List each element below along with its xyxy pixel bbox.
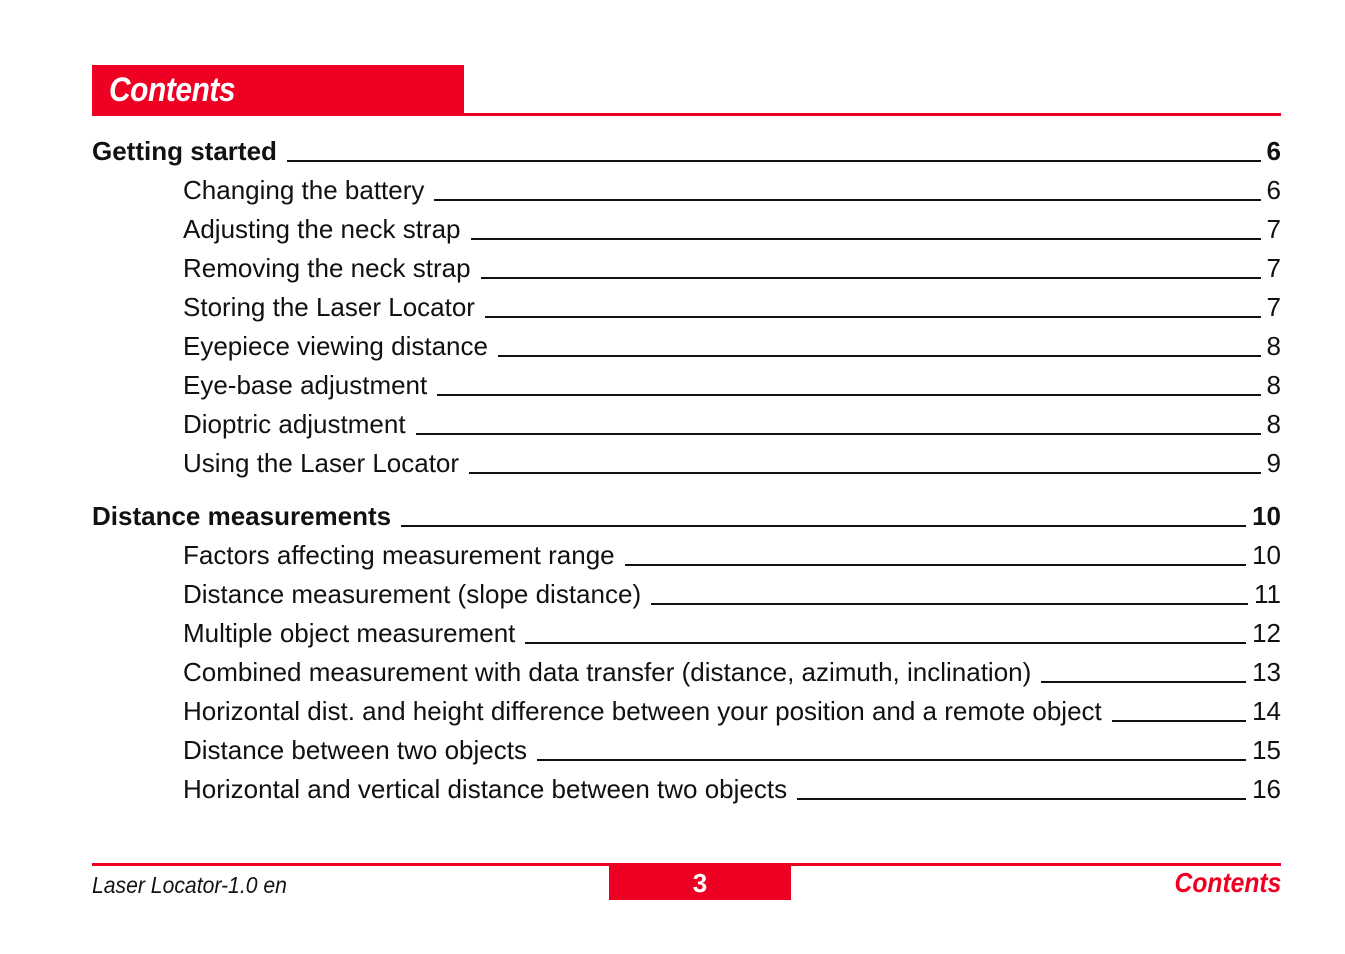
toc-entry-label: Distance measurements [92,501,392,531]
toc-entry-label: Distance between two objects [183,735,527,765]
toc-entry[interactable] [183,613,1281,652]
toc-entry-page: 15 [1252,735,1281,765]
toc-entry-page: 9 [1266,448,1281,478]
toc-leader [401,524,1246,527]
toc-entry-page: 6 [1266,175,1281,205]
toc-entry-page: 7 [1266,253,1281,283]
footer-page-number: 3 [609,866,791,900]
toc-leader [537,758,1246,761]
toc-entry-label: Horizontal and vertical distance between two objects [183,774,788,804]
toc-entry[interactable] [183,248,1281,287]
toc-leader [1112,719,1246,722]
toc-entry[interactable] [183,535,1281,574]
toc-entry-page: 10 [1252,501,1281,531]
toc-leader [471,237,1261,240]
toc-entry-label: Storing the Laser Locator [183,292,475,322]
toc-entry-page: 8 [1266,331,1281,361]
toc-entry[interactable] [183,365,1281,404]
toc-entry[interactable] [183,404,1281,443]
toc-leader [1041,680,1246,683]
toc-entry-page: 7 [1266,214,1281,244]
toc-entry-label: Eyepiece viewing distance [183,331,488,361]
toc-entry[interactable] [92,131,1281,170]
footer-section-title: Contents [1174,867,1281,898]
toc-leader [437,393,1260,396]
toc-entry-page: 12 [1252,618,1281,648]
toc-entry-page: 8 [1266,370,1281,400]
toc-entry-page: 10 [1252,540,1281,570]
toc-leader [287,159,1261,162]
toc-entry-label: Distance measurement (slope distance) [183,579,642,609]
toc-entry-page: 13 [1252,657,1281,687]
toc-entry[interactable] [183,730,1281,769]
toc-entry[interactable] [183,652,1281,691]
toc-entry[interactable] [183,209,1281,248]
toc-leader [481,276,1261,279]
toc-entry[interactable] [183,326,1281,365]
toc-leader [469,471,1260,474]
toc-leader [525,641,1246,644]
toc-entry-page: 11 [1254,579,1281,609]
toc-entry[interactable] [92,496,1281,535]
toc-entry-page: 7 [1266,292,1281,322]
toc-entry-label: Factors affecting measurement range [183,540,615,570]
toc-entry[interactable] [183,443,1281,482]
toc-entry-label: Using the Laser Locator [183,448,460,478]
toc-entry-label: Horizontal dist. and height difference between your position and a remote object [183,696,1102,726]
toc-entry-label: Removing the neck strap [183,253,471,283]
toc-entry-page: 6 [1266,136,1281,166]
toc-entry[interactable] [183,769,1281,808]
toc-entry-page: 16 [1252,774,1281,804]
toc-entry-label: Multiple object measurement [183,618,516,648]
header-banner [92,65,464,115]
toc-leader [434,198,1260,201]
header-divider [92,113,1281,116]
toc-entry-label: Eye-base adjustment [183,370,428,400]
toc-entry[interactable] [183,691,1281,730]
toc-entry-label: Adjusting the neck strap [183,214,461,244]
toc-leader [797,797,1246,800]
toc-entry-page: 8 [1266,409,1281,439]
toc-entry-page: 14 [1252,696,1281,726]
toc-leader [651,602,1248,605]
toc-entry-label: Dioptric adjustment [183,409,406,439]
toc-leader [625,563,1246,566]
toc-leader [498,354,1261,357]
toc-entry[interactable] [183,574,1281,613]
toc-entry-label: Changing the battery [183,175,425,205]
toc-leader [485,315,1261,318]
toc-entry-label: Getting started [92,136,277,166]
toc-entry[interactable] [183,287,1281,326]
toc-leader [416,432,1261,435]
page-title: Contents [109,71,236,109]
toc-entry-label: Combined measurement with data transfer (distance, azimuth, inclination) [183,657,1032,687]
footer-document-name: Laser Locator-1.0 en [92,872,287,898]
toc-entry[interactable] [183,170,1281,209]
